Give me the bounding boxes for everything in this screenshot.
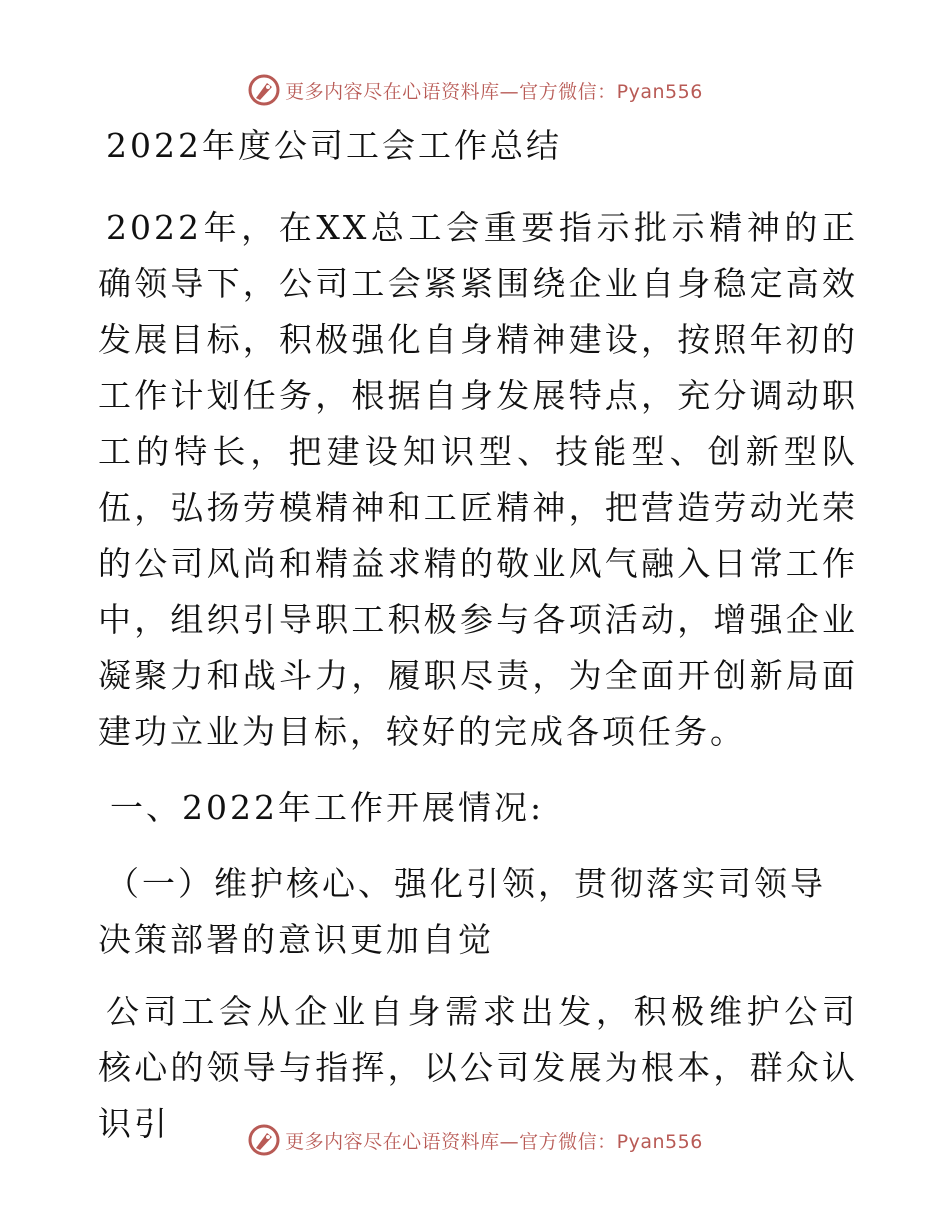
document-title: 2022年度公司工会工作总结	[106, 126, 562, 165]
pen-nib-logo-icon	[247, 73, 281, 107]
intro-paragraph: 2022年，在XX总工会重要指示批示精神的正确领导下，公司工会紧紧围绕企业自身稳定高效发展目标，积极强化自身精神建设，按照年初的工作计划任务，根据自身发展特点，充分调动职工的特长，把建设知识型、技能型、创新型队伍，弘扬劳模精神和工匠精神，把营造劳动光荣的公司风尚和精益求精的敬业风气融入日常工作中，组织引导职工积极参与各项活动，增强企业凝聚力和战斗力，履职尽责，为全面开创新局面建功立业为目标，较好的完成各项任务。	[98, 208, 858, 751]
section-heading: 一、2022年工作开展情况:	[110, 788, 545, 827]
watermark-text: 更多内容尽在心语资料库—官方微信：Pyan556	[285, 1130, 703, 1153]
document-body	[98, 118, 858, 1152]
watermark-banner-bottom	[0, 1120, 950, 1160]
pen-nib-logo-icon	[247, 1123, 281, 1157]
watermark-text: 更多内容尽在心语资料库—官方微信：Pyan556	[285, 80, 703, 103]
subsection-heading: （一）维护核心、强化引领，贯彻落实司领导决策部署的意识更加自觉	[98, 864, 826, 959]
watermark-banner-top	[0, 70, 950, 110]
subsection-paragraph: 公司工会从企业自身需求出发，积极维护公司核心的领导与指挥，以公司发展为根本，群众认识引	[98, 992, 858, 1143]
